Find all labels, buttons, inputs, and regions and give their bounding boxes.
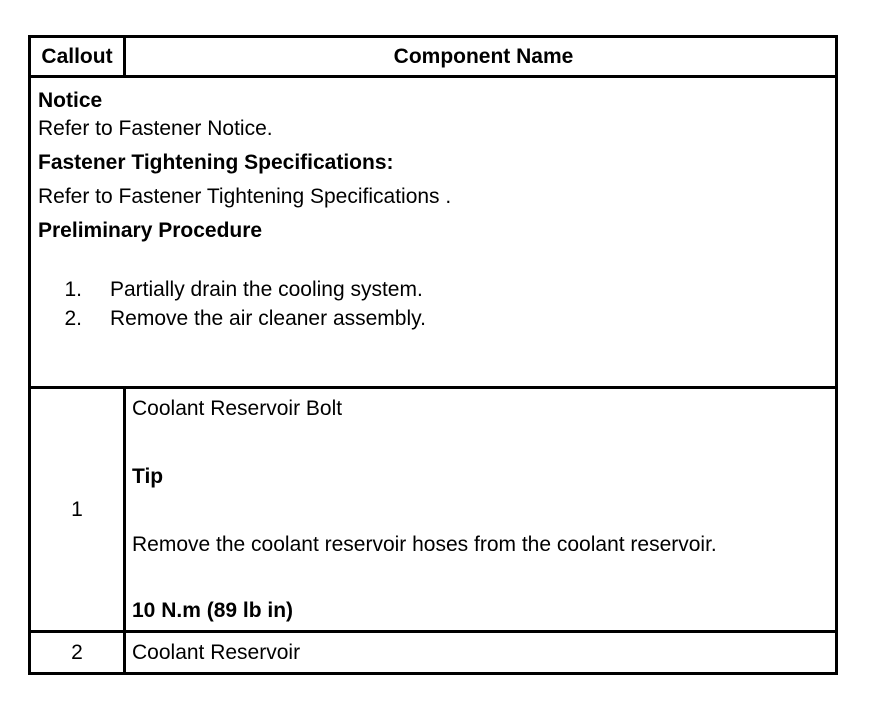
- tip-text: Remove the coolant reservoir hoses from the coolant reservoir.: [132, 533, 717, 556]
- tip-title: Tip: [132, 465, 164, 488]
- notice-content: [38, 87, 451, 386]
- table-header-row: [31, 38, 835, 78]
- step-text: Partially drain the cooling system.: [110, 278, 423, 301]
- table-row: [31, 633, 835, 672]
- component-name: Coolant Reservoir Bolt: [132, 397, 343, 420]
- notice-title: Notice: [38, 89, 103, 112]
- step-number: 1.: [64, 278, 82, 301]
- callout-cell: 1: [31, 389, 126, 630]
- notice-section: [31, 78, 835, 389]
- table-row: [31, 389, 835, 633]
- component-name: Coolant Reservoir: [132, 640, 301, 664]
- list-item: [38, 304, 451, 333]
- component-name-header: Component Name: [393, 44, 574, 68]
- step-text: Remove the air cleaner assembly.: [110, 307, 426, 330]
- callout-cell: 2: [31, 633, 126, 672]
- step-number: 2.: [64, 307, 82, 330]
- notice-text: Refer to Fastener Notice.: [38, 117, 273, 140]
- list-item: [38, 275, 451, 304]
- spec-text: Refer to Fastener Tightening Specifications .: [38, 185, 452, 208]
- torque-spec: 10 N.m (89 lb in): [132, 599, 294, 622]
- procedure-steps: [38, 275, 451, 333]
- component-cell: [126, 389, 835, 630]
- callout-header: Callout: [31, 38, 126, 75]
- component-table: [28, 35, 838, 675]
- spec-title: Fastener Tightening Specifications:: [38, 151, 394, 174]
- procedure-title: Preliminary Procedure: [38, 219, 263, 242]
